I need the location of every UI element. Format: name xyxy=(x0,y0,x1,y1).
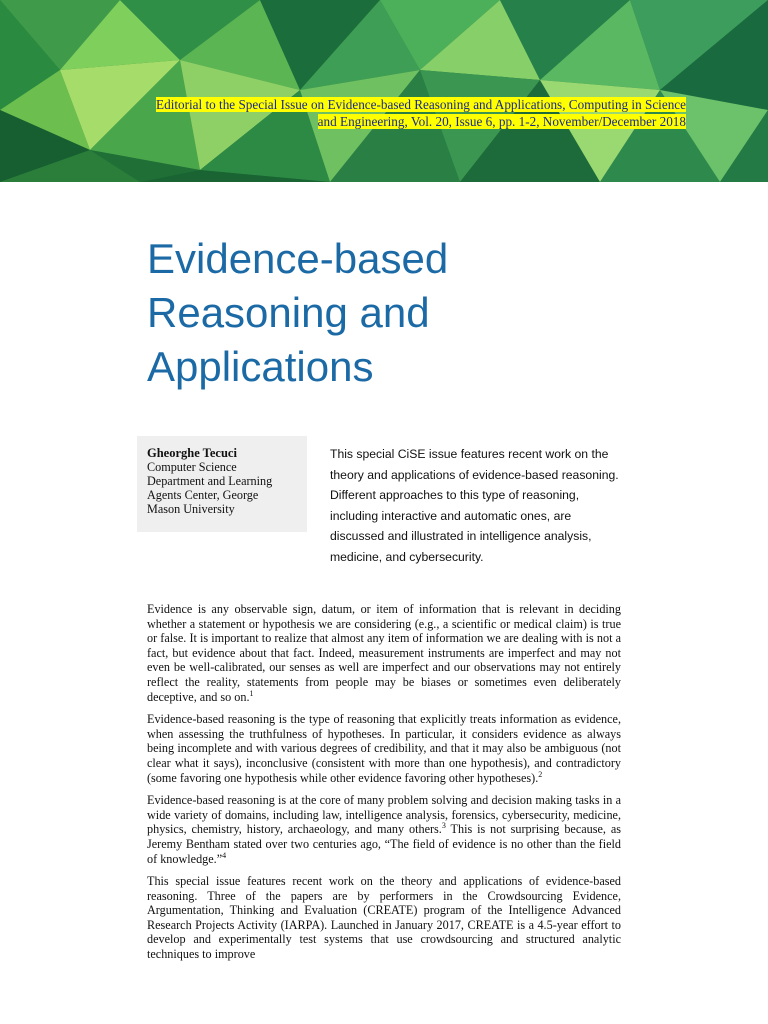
affiliation-line-4: Mason University xyxy=(147,502,235,516)
affiliation-line-2: Department and Learning xyxy=(147,474,273,488)
author-name: Gheorghe Tecuci xyxy=(147,446,237,460)
affiliation-line-1: Computer Science xyxy=(147,460,237,474)
abstract-float-spacer xyxy=(147,444,330,547)
paragraph-4-text: This special issue features recent work on the theory and applications of evidence-based reasoning. Three of the papers are by performers in the Crowdsourcing Evidence, Argumentation, Thinking and Evaluation (CREATE) program of the Intelligence Advanced Research Projects Activity (IARPA). Launched in January 2017, CREATE is a 4.5-year effort to develop and experimentally test systems that use crowdsourcing and structured analytic techniques to improve xyxy=(147,874,621,962)
paragraph-1-text: Evidence is any observable sign, datum, or item of information that is relevant in deciding whether a statement or hypothesis we are considering (e.g., a scientific or medical claim) is true or false. It is important to realize that almost any item of information we are dealing with is not a fact, but evidence about that fact. Indeed, measurement instruments are imperfect and may not even be well-calibrated, our senses as well are imperfect and our observations may not entirely reflect the reality, statements from people may be biases or sometimes even deliberately deceptive, and so on. xyxy=(147,602,621,704)
paragraph-2 xyxy=(147,712,621,785)
reference-1: 1 xyxy=(249,688,254,698)
reference-2: 2 xyxy=(538,769,543,779)
banner-background-image xyxy=(0,0,768,182)
abstract xyxy=(147,444,627,567)
paragraph-4 xyxy=(147,874,621,962)
paragraph-2-text: Evidence-based reasoning is the type of reasoning that explicitly treats information as evidence, when assessing the truthfulness of hypotheses. In particular, it considers evidence as always being incomplete and with various degrees of credibility, and that it may also be ambiguous (not clear what it says), inconclusive (consistent with more than one hypothesis), and contradictory (some favoring one hypothesis while other evidence favoring other hypotheses). xyxy=(147,712,621,785)
paragraph-3-text-a: Evidence-based reasoning is at the core of many problem solving and decision making tasks in a wide variety of domains, including law, intelligence analysis, forensics, cybersecurity, medicine, physics, chemistry, history, archaeology, and many others. xyxy=(147,793,621,837)
affiliation-line-3: Agents Center, George xyxy=(147,488,259,502)
abstract-text: This special CiSE issue features recent work on the theory and applications of evidence-based reasoning. Different approaches to this type of reasoning, including interactive and automatic ones, are discussed and illustrated in intelligence analysis, medicine, and cybersecurity. xyxy=(330,447,619,564)
title-line-3: Applications xyxy=(147,343,374,390)
citation-note xyxy=(148,96,686,130)
reference-3: 3 xyxy=(441,821,446,831)
paragraph-3-text-b: This is not surprising because, as Jeremy Bentham stated over two centuries ago, “The field of evidence is no other than the field of knowledge.” xyxy=(147,822,622,866)
paragraph-3 xyxy=(147,793,621,866)
title-line-1: Evidence-based xyxy=(147,235,449,282)
citation-text: Editorial to the Special Issue on Evidence-based Reasoning and Applications, Computing in Science and Engineering, Vol. 20, Issue 6, pp. 1-2, November/December 2018 xyxy=(156,97,686,129)
header-banner xyxy=(0,0,768,182)
article-title xyxy=(147,232,707,394)
title-line-2: Reasoning and xyxy=(147,289,430,336)
paragraph-1 xyxy=(147,602,621,704)
reference-4: 4 xyxy=(222,850,227,860)
article-body xyxy=(147,602,621,970)
